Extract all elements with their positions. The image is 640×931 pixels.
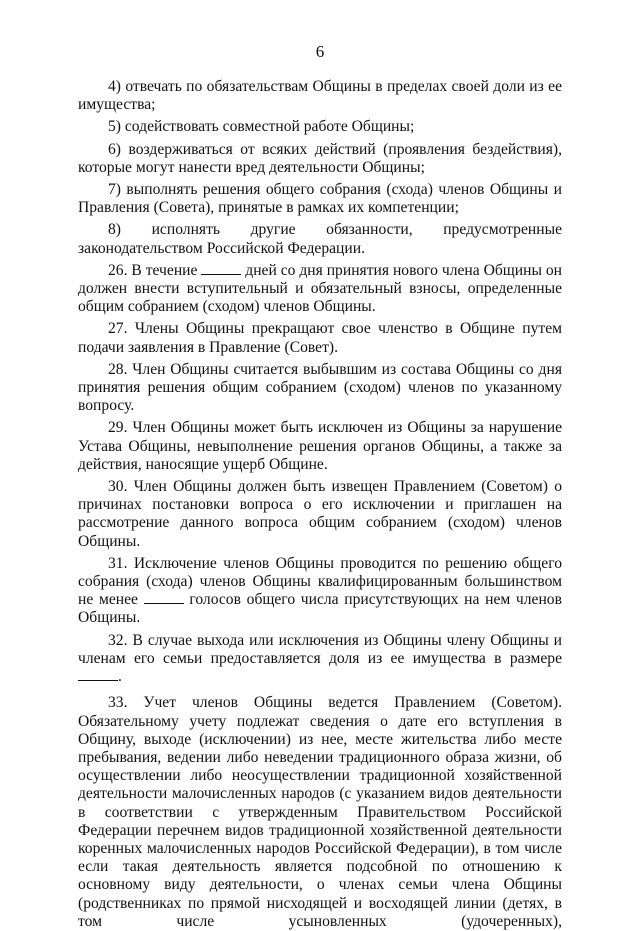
- paragraph-26-start: 26. В течение: [108, 261, 198, 279]
- paragraph-32: [78, 632, 562, 687]
- page-number: 6: [315, 42, 325, 61]
- paragraph-31-end: голосов общего числа присутствующих на нем членов Общины.: [78, 591, 562, 627]
- paragraph-26-end: дней со дня принятия нового члена Общины он должен внести вступительный и обязательный взносы, определенные общим собранием (сходом) членов Общины.: [78, 261, 563, 316]
- paragraph-6: 6) воздерживаться от всяких действий (проявления бездействия), которые могут нанести вред деятельности Общины;: [78, 140, 562, 176]
- paragraph-31: [78, 555, 562, 628]
- paragraph-29: 29. Член Общины может быть исключен из Общины за нарушение Устава Общины, невыполнение решения органов Общины, а также за действия, наносящие ущерб Общине.: [78, 419, 562, 473]
- blank-field-days: [201, 262, 241, 275]
- paragraph-27: 27. Члены Общины прекращают свое членство в Общине путем подачи заявления в Правление (Совет).: [78, 320, 562, 356]
- paragraph-8: 8) исполнять другие обязанности, предусмотренные законодательством Российской Федерации.: [78, 221, 562, 257]
- paragraph-5: 5) содействовать совместной работе Общины;: [108, 118, 415, 136]
- paragraph-31-start: 31. Исключение членов Общины проводится по решению общего собрания (схода) членов Общины квалифицированным большинством не менее: [78, 554, 562, 609]
- paragraph-32-end: .: [118, 668, 122, 686]
- paragraph-33: 33. Учет членов Общины ведется Правлением (Советом). Обязательному учету подлежат сведения о дате его вступления в Общину, выходе (исключении) из нее, месте жительства либо месте пребывания, ведении либо неведении традиционного образа жизни, об осуществлении либо неосуществлении традиционной хозяйственной деятельности малочисленных народов (с указанием видов деятельности в соответствии с утвержденным Правительством Российской Федерации перечнем видов традиционной хозяйственной деятельности коренных малочисленных народов Российской Федерации), в том числе если такая деятельность является подсобной по отношению к основному виду деятельности, о членах семьи члена Общины (родственниках по прямой нисходящей и восходящей линии (детях, в том числе усыновленных (удочеренных),: [78, 694, 562, 930]
- paragraph-30: 30. Член Общины должен быть извещен Правлением (Советом) о причинах постановки вопроса о его исключении и приглашен на рассмотрение данного вопроса общим собранием (сходом) членов Общины.: [78, 478, 562, 550]
- paragraph-32-start: 32. В случае выхода или исключения из Общины члену Общины и членам его семьи предоставляется доля из ее имущества в размере: [78, 631, 562, 667]
- paragraph-26: [78, 262, 562, 317]
- blank-field-votes: [144, 591, 184, 604]
- paragraph-28: 28. Член Общины считается выбывшим из состава Общины со дня принятия решения общим собранием (сходом) членов по указанному вопросу.: [78, 360, 562, 415]
- paragraph-7: 7) выполнять решения общего собрания (схода) членов Общины и Правления (Совета), принятые в рамках их компетенции;: [78, 181, 562, 217]
- paragraph-4: 4) отвечать по обязательствам Общины в пределах своей доли из ее имущества;: [78, 78, 562, 114]
- blank-field-share: [78, 668, 118, 681]
